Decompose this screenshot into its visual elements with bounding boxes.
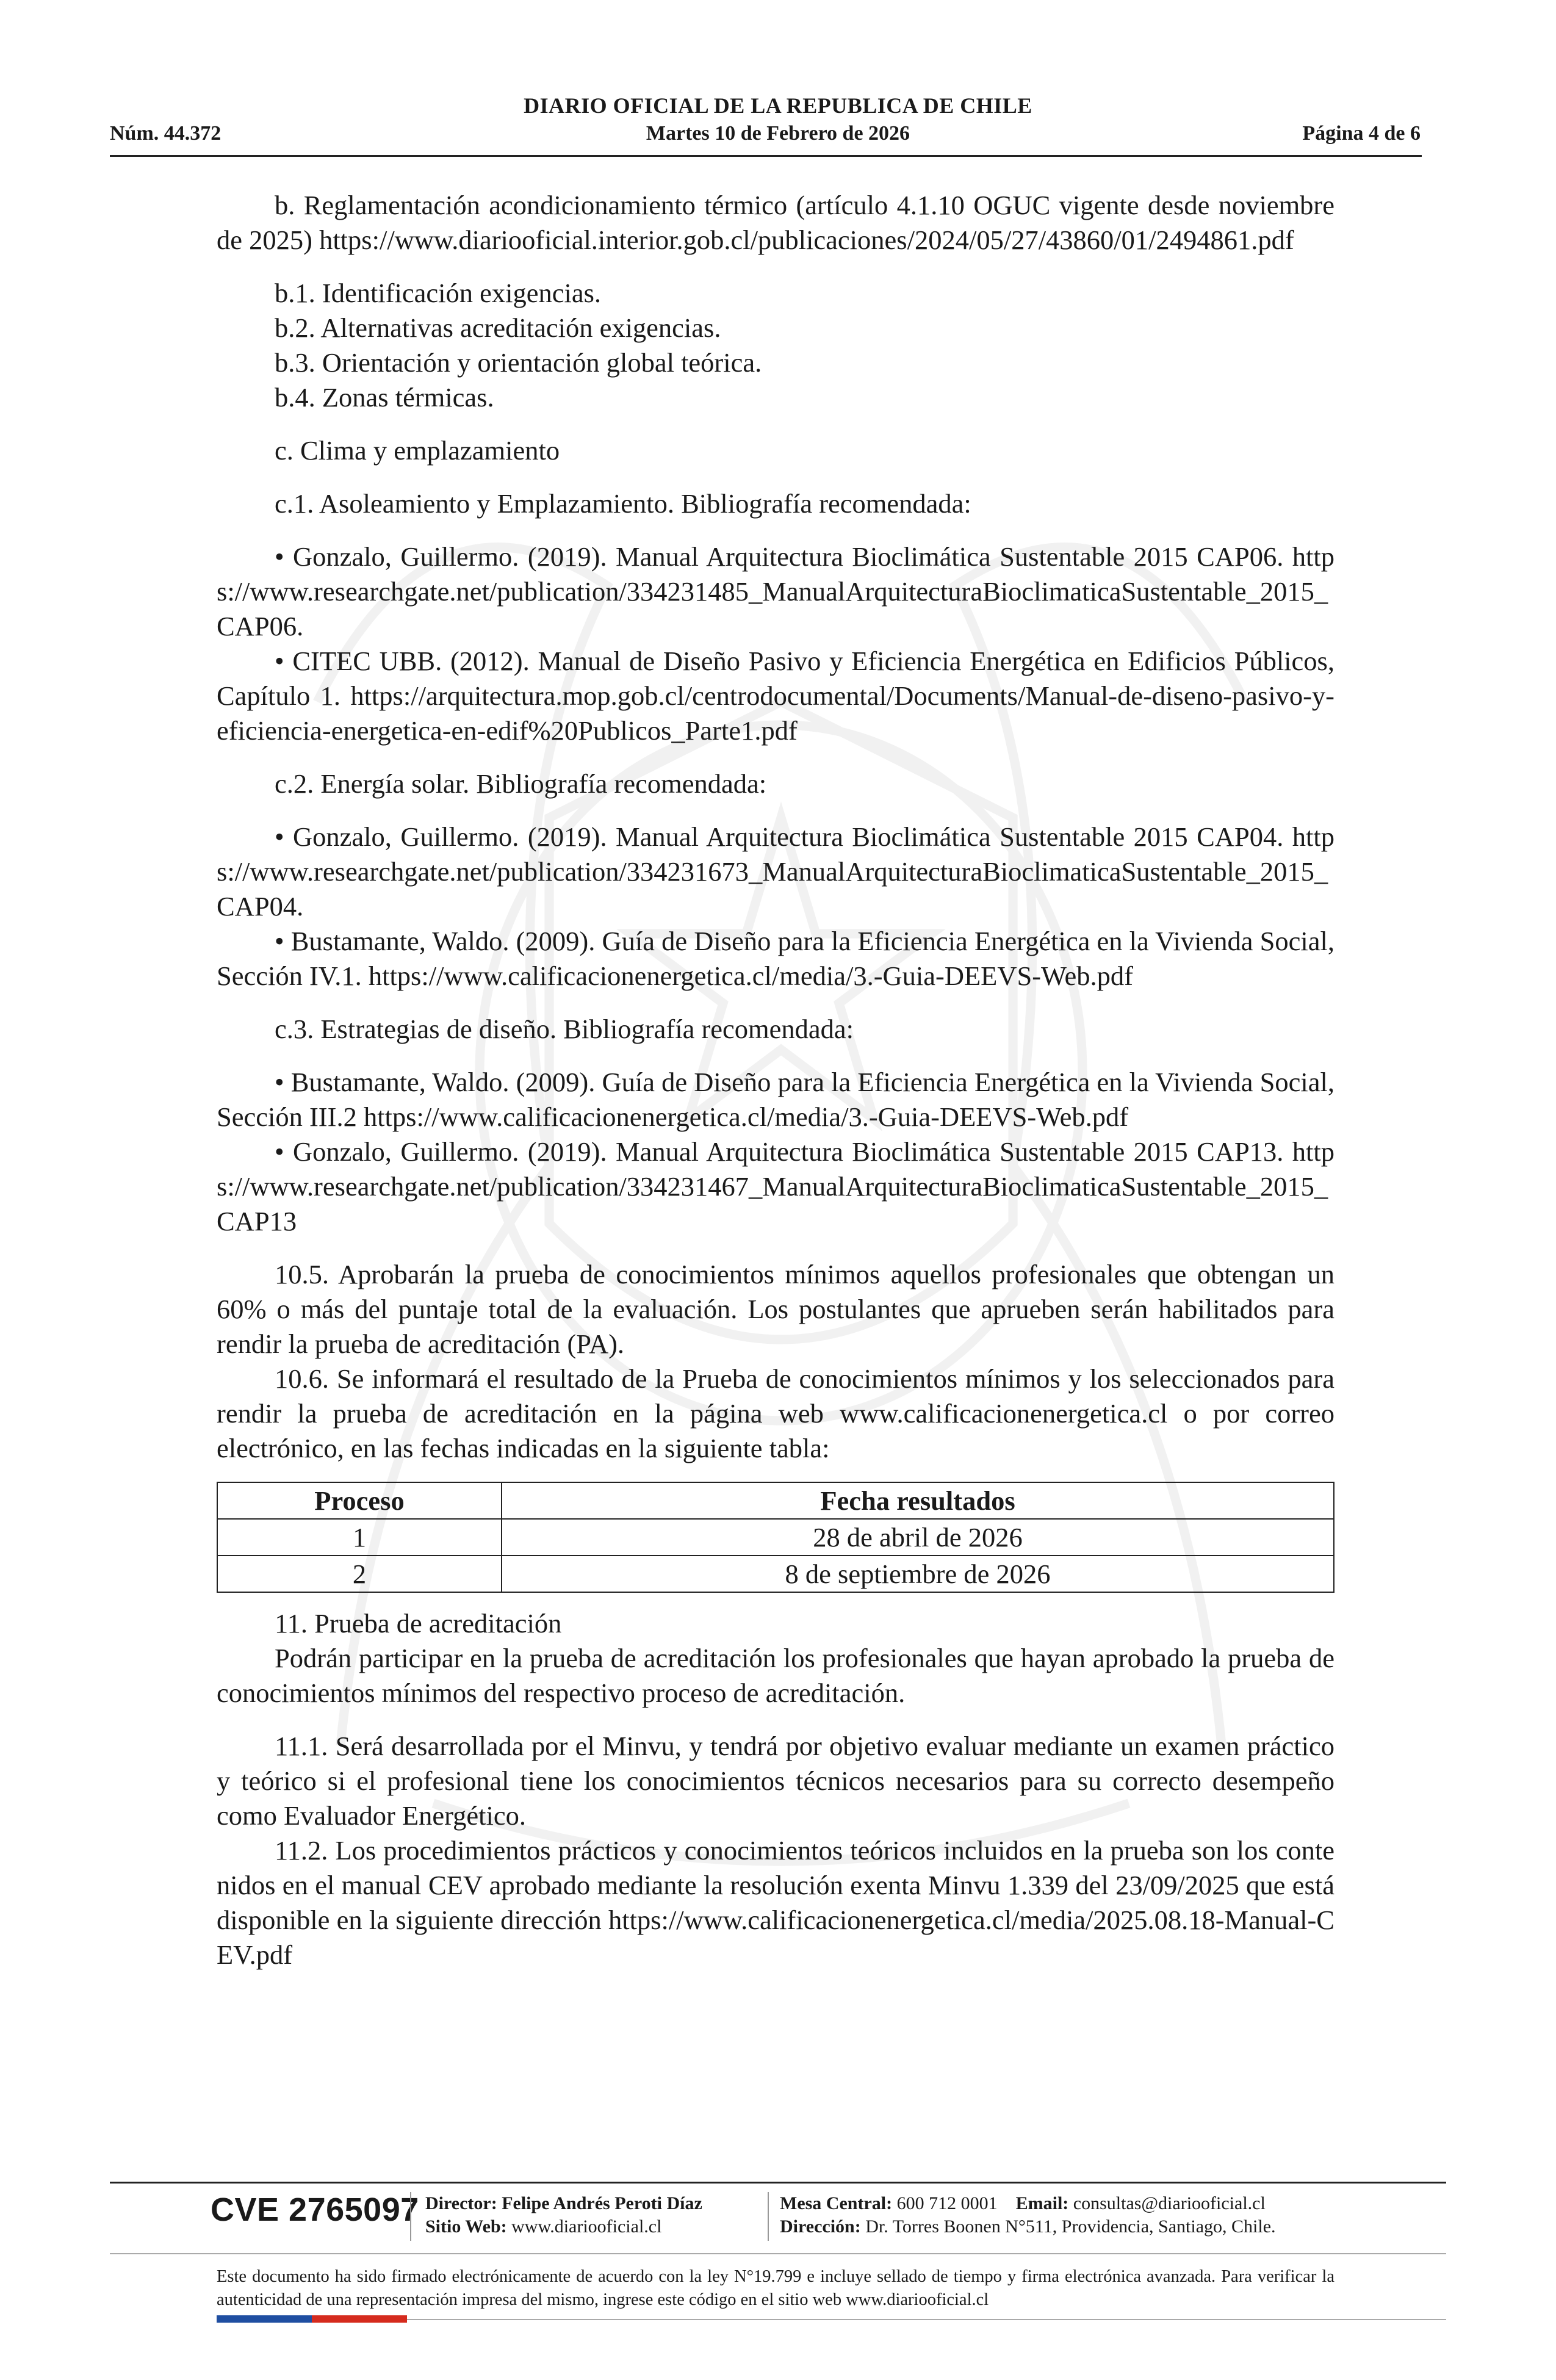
- address-label: Dirección:: [780, 2216, 861, 2237]
- header-divider: [110, 155, 1422, 157]
- issue-date: Martes 10 de Febrero de 2026: [646, 122, 910, 145]
- page-number: Página 4 de 6: [1302, 122, 1421, 145]
- list-item: b.3. Orientación y orientación global teórica.: [275, 347, 762, 378]
- c3-heading: c.3. Estrategias de diseño. Bibliografía recomendada:: [275, 1014, 854, 1044]
- table-header-row: [217, 1482, 1334, 1519]
- footer-contact-block: [780, 2192, 1276, 2238]
- director-name: Felipe Andrés Peroti Díaz: [502, 2193, 702, 2213]
- section-11-intro: Podrán participar en la prueba de acreditación los profesionales que hayan aprobado la prueba de conocimientos mínimos del respectivo proceso de acreditación.: [217, 1643, 1334, 1708]
- site-link[interactable]: www.diariooficial.cl: [511, 2216, 662, 2237]
- footer-director-block: [425, 2192, 702, 2238]
- results-table: [217, 1482, 1334, 1593]
- bibliography-entry: • Gonzalo, Guillermo. (2019). Manual Arquitectura Bioclimática Sustentable 2015 CAP13. https://www.researchgate.net/publication/334231467_ManualArquitecturaBioclimaticaSustentable_2015_CAP13: [217, 1136, 1334, 1236]
- table-cell: 2: [217, 1556, 502, 1592]
- footer-divider: [407, 2319, 1446, 2320]
- list-item: b.4. Zonas térmicas.: [275, 382, 494, 413]
- table-cell: 28 de abril de 2026: [502, 1519, 1334, 1556]
- chile-flag-stripe: [217, 2315, 407, 2323]
- phone-label: Mesa Central:: [780, 2193, 893, 2213]
- column-header: Fecha resultados: [502, 1482, 1334, 1519]
- paragraph-11-2: 11.2. Los procedimientos prácticos y conocimientos teóricos incluidos en la prueba son los contenidos en el manual CEV aprobado mediante la resolución exenta Minvu 1.339 del 23/09/2025 que está disponible en la siguiente dirección https://www.calificacionenergetica.cl/media/2025.08.18-Manual-CEV.pdf: [217, 1835, 1334, 1970]
- paragraph-11-1: 11.1. Será desarrollada por el Minvu, y tendrá por objetivo evaluar mediante un examen práctico y teórico si el profesional tiene los conocimientos técnicos necesarios para su correcto desempeño como Evaluador Energético.: [217, 1731, 1334, 1831]
- director-label: Director:: [425, 2193, 497, 2213]
- issue-number: Núm. 44.372: [110, 122, 222, 145]
- bibliography-entry: • Bustamante, Waldo. (2009). Guía de Diseño para la Eficiencia Energética en la Vivienda Social, Sección IV.1. https://www.calificacionenergetica.cl/media/3.-Guia-DEEVS-Web.pdf: [217, 926, 1334, 991]
- table-row: [217, 1519, 1334, 1556]
- table-cell: 1: [217, 1519, 502, 1556]
- document-body: [217, 188, 1334, 1972]
- section-b-text: b. Reglamentación acondicionamiento térmico (artículo 4.1.10 OGUC vigente desde noviembre de 2025) https://www.diariooficial.interior.gob.cl/publicaciones/2024/05/27/43860/01/2494861.pdf: [217, 190, 1334, 255]
- email-label: Email:: [1015, 2193, 1069, 2213]
- footer-separator: [768, 2192, 769, 2241]
- section-c-heading: c. Clima y emplazamiento: [275, 435, 560, 466]
- table-cell: 8 de septiembre de 2026: [502, 1556, 1334, 1592]
- bibliography-entry: • Bustamante, Waldo. (2009). Guía de Diseño para la Eficiencia Energética en la Vivienda Social, Sección III.2 https://www.calificacionenergetica.cl/media/3.-Guia-DEEVS-Web.pdf: [217, 1067, 1334, 1132]
- footer-divider: [110, 2253, 1446, 2254]
- flag-blue-segment: [217, 2315, 312, 2323]
- cve-code: CVE 2765097: [211, 2191, 419, 2228]
- newspaper-title: DIARIO OFICIAL DE LA REPUBLICA DE CHILE: [524, 93, 1032, 118]
- list-item: b.1. Identificación exigencias.: [275, 278, 602, 308]
- table-row: [217, 1556, 1334, 1592]
- bibliography-entry: • CITEC UBB. (2012). Manual de Diseño Pasivo y Eficiencia Energética en Edificios Públicos, Capítulo 1. https://arquitectura.mop.gob.cl/centrodocumental/Documents/Manual-de-diseno-pasivo-y-eficiencia-energetica-en-edif%20Publicos_Parte1.pdf: [217, 646, 1334, 746]
- footer-separator: [410, 2192, 411, 2241]
- bibliography-entry: • Gonzalo, Guillermo. (2019). Manual Arquitectura Bioclimática Sustentable 2015 CAP04. https://www.researchgate.net/publication/334231673_ManualArquitecturaBioclimaticaSustentable_2015_CAP04.: [217, 821, 1334, 921]
- footer-divider: [110, 2182, 1446, 2183]
- c2-heading: c.2. Energía solar. Bibliografía recomendada:: [275, 768, 767, 799]
- flag-red-segment: [312, 2315, 407, 2323]
- phone-number: 600 712 0001: [896, 2193, 998, 2213]
- bibliography-entry: • Gonzalo, Guillermo. (2019). Manual Arquitectura Bioclimática Sustentable 2015 CAP06. https://www.researchgate.net/publication/334231485_ManualArquitecturaBioclimaticaSustentable_2015_CAP06.: [217, 541, 1334, 641]
- address-text: Dr. Torres Boonen N°511, Providencia, Santiago, Chile.: [865, 2216, 1276, 2237]
- section-11-heading: 11. Prueba de acreditación: [275, 1608, 562, 1639]
- email-link[interactable]: consultas@diariooficial.cl: [1073, 2193, 1266, 2213]
- column-header: Proceso: [217, 1482, 502, 1519]
- list-item: b.2. Alternativas acreditación exigencias.: [275, 312, 721, 343]
- site-label: Sitio Web:: [425, 2216, 507, 2237]
- c1-heading: c.1. Asoleamiento y Emplazamiento. Bibliografía recomendada:: [275, 488, 971, 519]
- legal-notice: Este documento ha sido firmado electrónicamente de acuerdo con la ley N°19.799 e incluye sellado de tiempo y firma electrónica avanzada. Para verificar la autenticidad de una representación impresa del mismo, ingrese este código en el sitio web www.diariooficial.cl: [217, 2267, 1334, 2309]
- paragraph-10-6: 10.6. Se informará el resultado de la Prueba de conocimientos mínimos y los seleccionados para rendir la prueba de acreditación en la página web www.calificacionenergetica.cl o por correo electrónico, en las fechas indicadas en la siguiente tabla:: [217, 1363, 1334, 1463]
- paragraph-10-5: 10.5. Aprobarán la prueba de conocimientos mínimos aquellos profesionales que obtengan un 60% o más del puntaje total de la evaluación. Los postulantes que aprueben serán habilitados para rendir la prueba de acreditación (PA).: [217, 1259, 1334, 1359]
